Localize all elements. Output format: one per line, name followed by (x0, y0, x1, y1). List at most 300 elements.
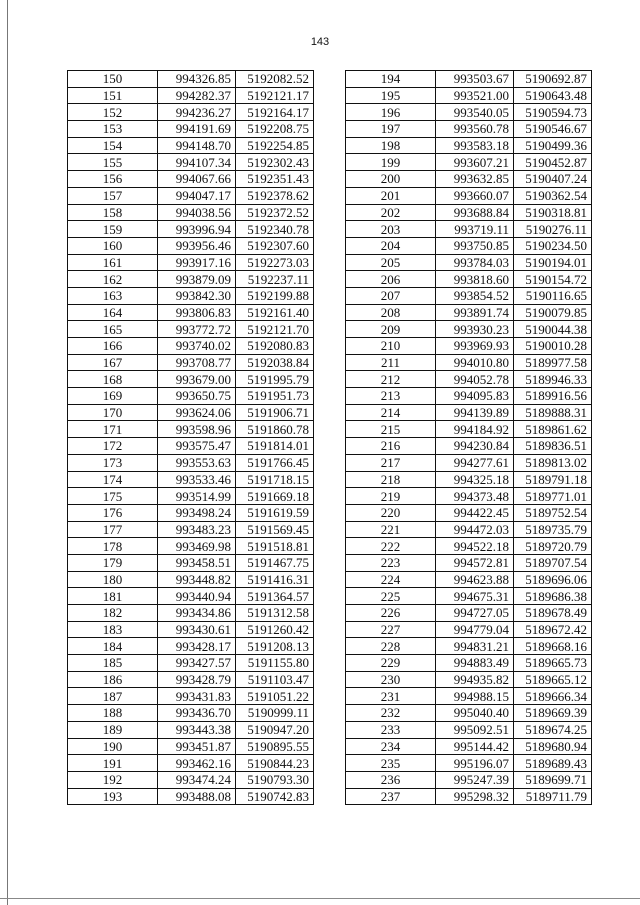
x-coordinate-cell: 993498.24 (158, 504, 236, 521)
point-number-cell: 209 (346, 321, 436, 338)
table-row (346, 421, 592, 438)
y-coordinate-cell: 5191103.47 (236, 671, 314, 688)
table-row (346, 354, 592, 371)
y-coordinate-cell: 5191569.45 (236, 521, 314, 538)
x-coordinate-cell: 994883.49 (436, 655, 514, 672)
point-number-cell: 218 (346, 471, 436, 488)
point-number-cell: 153 (68, 121, 158, 138)
table-row (346, 171, 592, 188)
table-row (346, 104, 592, 121)
point-number-cell: 215 (346, 421, 436, 438)
x-coordinate-cell: 993842.30 (158, 287, 236, 304)
table-row (68, 421, 314, 438)
y-coordinate-cell: 5192082.52 (236, 71, 314, 88)
x-coordinate-cell: 993434.86 (158, 605, 236, 622)
table-row (346, 521, 592, 538)
table-row (346, 471, 592, 488)
point-number-cell: 166 (68, 338, 158, 355)
x-coordinate-cell: 993806.83 (158, 304, 236, 321)
x-coordinate-cell: 993607.21 (436, 154, 514, 171)
x-coordinate-cell: 993448.82 (158, 571, 236, 588)
table-row (346, 504, 592, 521)
point-number-cell: 158 (68, 204, 158, 221)
y-coordinate-cell: 5189669.39 (514, 705, 592, 722)
table-row (346, 755, 592, 772)
y-coordinate-cell: 5192302.43 (236, 154, 314, 171)
y-coordinate-cell: 5189680.94 (514, 738, 592, 755)
x-coordinate-cell: 994038.56 (158, 204, 236, 221)
table-row (346, 237, 592, 254)
y-coordinate-cell: 5190234.50 (514, 237, 592, 254)
y-coordinate-cell: 5192208.75 (236, 121, 314, 138)
y-coordinate-cell: 5189672.42 (514, 621, 592, 638)
point-number-cell: 177 (68, 521, 158, 538)
point-number-cell: 223 (346, 554, 436, 571)
y-coordinate-cell: 5190844.23 (236, 755, 314, 772)
table-row (68, 304, 314, 321)
x-coordinate-cell: 994230.84 (436, 438, 514, 455)
y-coordinate-cell: 5192121.70 (236, 321, 314, 338)
table-row (68, 588, 314, 605)
x-coordinate-cell: 993650.75 (158, 388, 236, 405)
table-row (346, 738, 592, 755)
point-number-cell: 181 (68, 588, 158, 605)
table-row (346, 538, 592, 555)
table-row (68, 638, 314, 655)
point-number-cell: 159 (68, 221, 158, 238)
x-coordinate-cell: 994831.21 (436, 638, 514, 655)
table-row (346, 287, 592, 304)
point-number-cell: 227 (346, 621, 436, 638)
y-coordinate-cell: 5192254.85 (236, 137, 314, 154)
x-coordinate-cell: 993443.38 (158, 721, 236, 738)
table-row (346, 221, 592, 238)
table-row (346, 137, 592, 154)
y-coordinate-cell: 5189666.34 (514, 688, 592, 705)
x-coordinate-cell: 994373.48 (436, 488, 514, 505)
point-number-cell: 203 (346, 221, 436, 238)
x-coordinate-cell: 993553.63 (158, 454, 236, 471)
x-coordinate-cell: 994139.89 (436, 404, 514, 421)
table-row (346, 688, 592, 705)
y-coordinate-cell: 5191364.57 (236, 588, 314, 605)
y-coordinate-cell: 5192340.78 (236, 221, 314, 238)
point-number-cell: 225 (346, 588, 436, 605)
x-coordinate-cell: 995040.40 (436, 705, 514, 722)
x-coordinate-cell: 993458.51 (158, 554, 236, 571)
point-number-cell: 231 (346, 688, 436, 705)
table-row (68, 121, 314, 138)
x-coordinate-cell: 994067.66 (158, 171, 236, 188)
table-row (68, 655, 314, 672)
table-row (346, 121, 592, 138)
point-number-cell: 182 (68, 605, 158, 622)
x-coordinate-cell: 994282.37 (158, 87, 236, 104)
table-row (68, 688, 314, 705)
table-row (68, 538, 314, 555)
x-coordinate-cell: 995247.39 (436, 771, 514, 788)
x-coordinate-cell: 993503.67 (436, 71, 514, 88)
table-row (346, 588, 592, 605)
left-margin-line (7, 0, 8, 905)
x-coordinate-cell: 994277.61 (436, 454, 514, 471)
point-number-cell: 198 (346, 137, 436, 154)
point-number-cell: 175 (68, 488, 158, 505)
y-coordinate-cell: 5191669.18 (236, 488, 314, 505)
table-row (68, 154, 314, 171)
y-coordinate-cell: 5191951.73 (236, 388, 314, 405)
table-row (346, 254, 592, 271)
table-row (68, 771, 314, 788)
table-row (346, 87, 592, 104)
coordinates-table-right (345, 70, 592, 805)
y-coordinate-cell: 5191312.58 (236, 605, 314, 622)
point-number-cell: 169 (68, 388, 158, 405)
table-row (68, 254, 314, 271)
point-number-cell: 163 (68, 287, 158, 304)
point-number-cell: 183 (68, 621, 158, 638)
table-row (68, 338, 314, 355)
table-row (68, 605, 314, 622)
table-row (346, 655, 592, 672)
bottom-edge-line (0, 898, 640, 899)
point-number-cell: 233 (346, 721, 436, 738)
y-coordinate-cell: 5191155.80 (236, 655, 314, 672)
table-row (346, 204, 592, 221)
point-number-cell: 206 (346, 271, 436, 288)
y-coordinate-cell: 5190793.30 (236, 771, 314, 788)
x-coordinate-cell: 994572.81 (436, 554, 514, 571)
x-coordinate-cell: 994107.34 (158, 154, 236, 171)
point-number-cell: 185 (68, 655, 158, 672)
table-row (346, 187, 592, 204)
point-number-cell: 202 (346, 204, 436, 221)
x-coordinate-cell: 994623.88 (436, 571, 514, 588)
point-number-cell: 235 (346, 755, 436, 772)
table-row (68, 488, 314, 505)
y-coordinate-cell: 5189977.58 (514, 354, 592, 371)
table-row (346, 721, 592, 738)
point-number-cell: 196 (346, 104, 436, 121)
table-row (68, 554, 314, 571)
x-coordinate-cell: 994047.17 (158, 187, 236, 204)
point-number-cell: 176 (68, 504, 158, 521)
table-row (346, 454, 592, 471)
point-number-cell: 236 (346, 771, 436, 788)
y-coordinate-cell: 5190154.72 (514, 271, 592, 288)
point-number-cell: 219 (346, 488, 436, 505)
x-coordinate-cell: 993708.77 (158, 354, 236, 371)
x-coordinate-cell: 993818.60 (436, 271, 514, 288)
y-coordinate-cell: 5189707.54 (514, 554, 592, 571)
x-coordinate-cell: 993533.46 (158, 471, 236, 488)
x-coordinate-cell: 993462.16 (158, 755, 236, 772)
table-row (68, 504, 314, 521)
x-coordinate-cell: 993488.08 (158, 788, 236, 805)
point-number-cell: 237 (346, 788, 436, 805)
y-coordinate-cell: 5192161.40 (236, 304, 314, 321)
y-coordinate-cell: 5189686.38 (514, 588, 592, 605)
x-coordinate-cell: 993891.74 (436, 304, 514, 321)
table-row (346, 671, 592, 688)
x-coordinate-cell: 994935.82 (436, 671, 514, 688)
point-number-cell: 173 (68, 454, 158, 471)
point-number-cell: 199 (346, 154, 436, 171)
table-row (68, 454, 314, 471)
y-coordinate-cell: 5189916.56 (514, 388, 592, 405)
point-number-cell: 232 (346, 705, 436, 722)
point-number-cell: 200 (346, 171, 436, 188)
x-coordinate-cell: 993521.00 (436, 87, 514, 104)
point-number-cell: 179 (68, 554, 158, 571)
x-coordinate-cell: 993540.05 (436, 104, 514, 121)
table-row (346, 388, 592, 405)
x-coordinate-cell: 993996.94 (158, 221, 236, 238)
table-row (346, 71, 592, 88)
x-coordinate-cell: 993440.94 (158, 588, 236, 605)
table-row (346, 705, 592, 722)
table-row (346, 554, 592, 571)
table-row (68, 237, 314, 254)
y-coordinate-cell: 5189696.06 (514, 571, 592, 588)
table-row (68, 705, 314, 722)
x-coordinate-cell: 994191.69 (158, 121, 236, 138)
x-coordinate-cell: 993431.83 (158, 688, 236, 705)
table-row (346, 271, 592, 288)
y-coordinate-cell: 5192351.43 (236, 171, 314, 188)
x-coordinate-cell: 993719.11 (436, 221, 514, 238)
y-coordinate-cell: 5190947.20 (236, 721, 314, 738)
table-row (346, 321, 592, 338)
table-row (68, 221, 314, 238)
point-number-cell: 197 (346, 121, 436, 138)
table-row (68, 571, 314, 588)
y-coordinate-cell: 5189813.02 (514, 454, 592, 471)
table-row (68, 321, 314, 338)
y-coordinate-cell: 5189836.51 (514, 438, 592, 455)
table-row (68, 104, 314, 121)
point-number-cell: 226 (346, 605, 436, 622)
point-number-cell: 190 (68, 738, 158, 755)
point-number-cell: 178 (68, 538, 158, 555)
point-number-cell: 229 (346, 655, 436, 672)
y-coordinate-cell: 5189720.79 (514, 538, 592, 555)
point-number-cell: 157 (68, 187, 158, 204)
point-number-cell: 195 (346, 87, 436, 104)
table-row (68, 71, 314, 88)
point-number-cell: 165 (68, 321, 158, 338)
x-coordinate-cell: 993930.23 (436, 321, 514, 338)
y-coordinate-cell: 5192199.88 (236, 287, 314, 304)
y-coordinate-cell: 5191619.59 (236, 504, 314, 521)
y-coordinate-cell: 5191260.42 (236, 621, 314, 638)
y-coordinate-cell: 5189674.25 (514, 721, 592, 738)
x-coordinate-cell: 993428.79 (158, 671, 236, 688)
y-coordinate-cell: 5189888.31 (514, 404, 592, 421)
table-row (68, 521, 314, 538)
y-coordinate-cell: 5189699.71 (514, 771, 592, 788)
y-coordinate-cell: 5189946.33 (514, 371, 592, 388)
point-number-cell: 155 (68, 154, 158, 171)
y-coordinate-cell: 5191467.75 (236, 554, 314, 571)
y-coordinate-cell: 5190499.36 (514, 137, 592, 154)
table-row (346, 638, 592, 655)
y-coordinate-cell: 5190895.55 (236, 738, 314, 755)
point-number-cell: 224 (346, 571, 436, 588)
point-number-cell: 213 (346, 388, 436, 405)
x-coordinate-cell: 993428.17 (158, 638, 236, 655)
point-number-cell: 222 (346, 538, 436, 555)
x-coordinate-cell: 993575.47 (158, 438, 236, 455)
x-coordinate-cell: 993583.18 (436, 137, 514, 154)
y-coordinate-cell: 5191208.13 (236, 638, 314, 655)
point-number-cell: 201 (346, 187, 436, 204)
point-number-cell: 221 (346, 521, 436, 538)
y-coordinate-cell: 5190407.24 (514, 171, 592, 188)
y-coordinate-cell: 5192378.62 (236, 187, 314, 204)
point-number-cell: 156 (68, 171, 158, 188)
x-coordinate-cell: 993660.07 (436, 187, 514, 204)
point-number-cell: 191 (68, 755, 158, 772)
x-coordinate-cell: 994148.70 (158, 137, 236, 154)
point-number-cell: 234 (346, 738, 436, 755)
x-coordinate-cell: 993469.98 (158, 538, 236, 555)
table-row (346, 605, 592, 622)
y-coordinate-cell: 5192307.60 (236, 237, 314, 254)
x-coordinate-cell: 993750.85 (436, 237, 514, 254)
point-number-cell: 208 (346, 304, 436, 321)
y-coordinate-cell: 5189771.01 (514, 488, 592, 505)
point-number-cell: 162 (68, 271, 158, 288)
x-coordinate-cell: 993956.46 (158, 237, 236, 254)
table-row (68, 755, 314, 772)
table-row (68, 671, 314, 688)
point-number-cell: 216 (346, 438, 436, 455)
coordinates-table-left (67, 70, 314, 805)
table-row (68, 621, 314, 638)
point-number-cell: 167 (68, 354, 158, 371)
table-row (68, 171, 314, 188)
x-coordinate-cell: 994095.83 (436, 388, 514, 405)
point-number-cell: 194 (346, 71, 436, 88)
y-coordinate-cell: 5192237.11 (236, 271, 314, 288)
point-number-cell: 193 (68, 788, 158, 805)
y-coordinate-cell: 5190643.48 (514, 87, 592, 104)
point-number-cell: 187 (68, 688, 158, 705)
point-number-cell: 188 (68, 705, 158, 722)
table-row (346, 771, 592, 788)
point-number-cell: 172 (68, 438, 158, 455)
point-number-cell: 174 (68, 471, 158, 488)
x-coordinate-cell: 993679.00 (158, 371, 236, 388)
table-row (68, 788, 314, 805)
x-coordinate-cell: 993688.84 (436, 204, 514, 221)
table-row (68, 204, 314, 221)
point-number-cell: 189 (68, 721, 158, 738)
x-coordinate-cell: 993474.24 (158, 771, 236, 788)
point-number-cell: 210 (346, 338, 436, 355)
point-number-cell: 170 (68, 404, 158, 421)
point-number-cell: 180 (68, 571, 158, 588)
point-number-cell: 160 (68, 237, 158, 254)
table-row (346, 371, 592, 388)
y-coordinate-cell: 5190276.11 (514, 221, 592, 238)
table-row (68, 87, 314, 104)
y-coordinate-cell: 5189665.12 (514, 671, 592, 688)
y-coordinate-cell: 5190999.11 (236, 705, 314, 722)
x-coordinate-cell: 993451.87 (158, 738, 236, 755)
point-number-cell: 184 (68, 638, 158, 655)
table-row (68, 388, 314, 405)
x-coordinate-cell: 993598.96 (158, 421, 236, 438)
table-row (68, 721, 314, 738)
x-coordinate-cell: 993740.02 (158, 338, 236, 355)
x-coordinate-cell: 995298.32 (436, 788, 514, 805)
x-coordinate-cell: 993772.72 (158, 321, 236, 338)
point-number-cell: 151 (68, 87, 158, 104)
x-coordinate-cell: 994727.05 (436, 605, 514, 622)
y-coordinate-cell: 5189752.54 (514, 504, 592, 521)
point-number-cell: 220 (346, 504, 436, 521)
table-row (68, 137, 314, 154)
table-row (68, 471, 314, 488)
table-row (68, 404, 314, 421)
y-coordinate-cell: 5191718.15 (236, 471, 314, 488)
page-number: 143 (310, 36, 330, 48)
table-row (68, 371, 314, 388)
y-coordinate-cell: 5190692.87 (514, 71, 592, 88)
x-coordinate-cell: 995092.51 (436, 721, 514, 738)
table-row (346, 338, 592, 355)
y-coordinate-cell: 5191860.78 (236, 421, 314, 438)
y-coordinate-cell: 5189689.43 (514, 755, 592, 772)
y-coordinate-cell: 5191051.22 (236, 688, 314, 705)
y-coordinate-cell: 5192121.17 (236, 87, 314, 104)
table-row (68, 738, 314, 755)
y-coordinate-cell: 5192372.52 (236, 204, 314, 221)
y-coordinate-cell: 5190742.83 (236, 788, 314, 805)
y-coordinate-cell: 5190452.87 (514, 154, 592, 171)
y-coordinate-cell: 5190546.67 (514, 121, 592, 138)
point-number-cell: 205 (346, 254, 436, 271)
table-row (346, 571, 592, 588)
point-number-cell: 150 (68, 71, 158, 88)
table-row (346, 404, 592, 421)
x-coordinate-cell: 993436.70 (158, 705, 236, 722)
x-coordinate-cell: 993483.23 (158, 521, 236, 538)
table-row (346, 788, 592, 805)
x-coordinate-cell: 994472.03 (436, 521, 514, 538)
y-coordinate-cell: 5190010.28 (514, 338, 592, 355)
table-row (346, 154, 592, 171)
y-coordinate-cell: 5189668.16 (514, 638, 592, 655)
point-number-cell: 154 (68, 137, 158, 154)
x-coordinate-cell: 994052.78 (436, 371, 514, 388)
y-coordinate-cell: 5190044.38 (514, 321, 592, 338)
table-row (68, 187, 314, 204)
table-row (68, 438, 314, 455)
x-coordinate-cell: 993854.52 (436, 287, 514, 304)
y-coordinate-cell: 5190116.65 (514, 287, 592, 304)
x-coordinate-cell: 994779.04 (436, 621, 514, 638)
y-coordinate-cell: 5192164.17 (236, 104, 314, 121)
point-number-cell: 168 (68, 371, 158, 388)
table-row (346, 304, 592, 321)
y-coordinate-cell: 5191906.71 (236, 404, 314, 421)
y-coordinate-cell: 5189665.73 (514, 655, 592, 672)
table-row (68, 354, 314, 371)
y-coordinate-cell: 5191518.81 (236, 538, 314, 555)
